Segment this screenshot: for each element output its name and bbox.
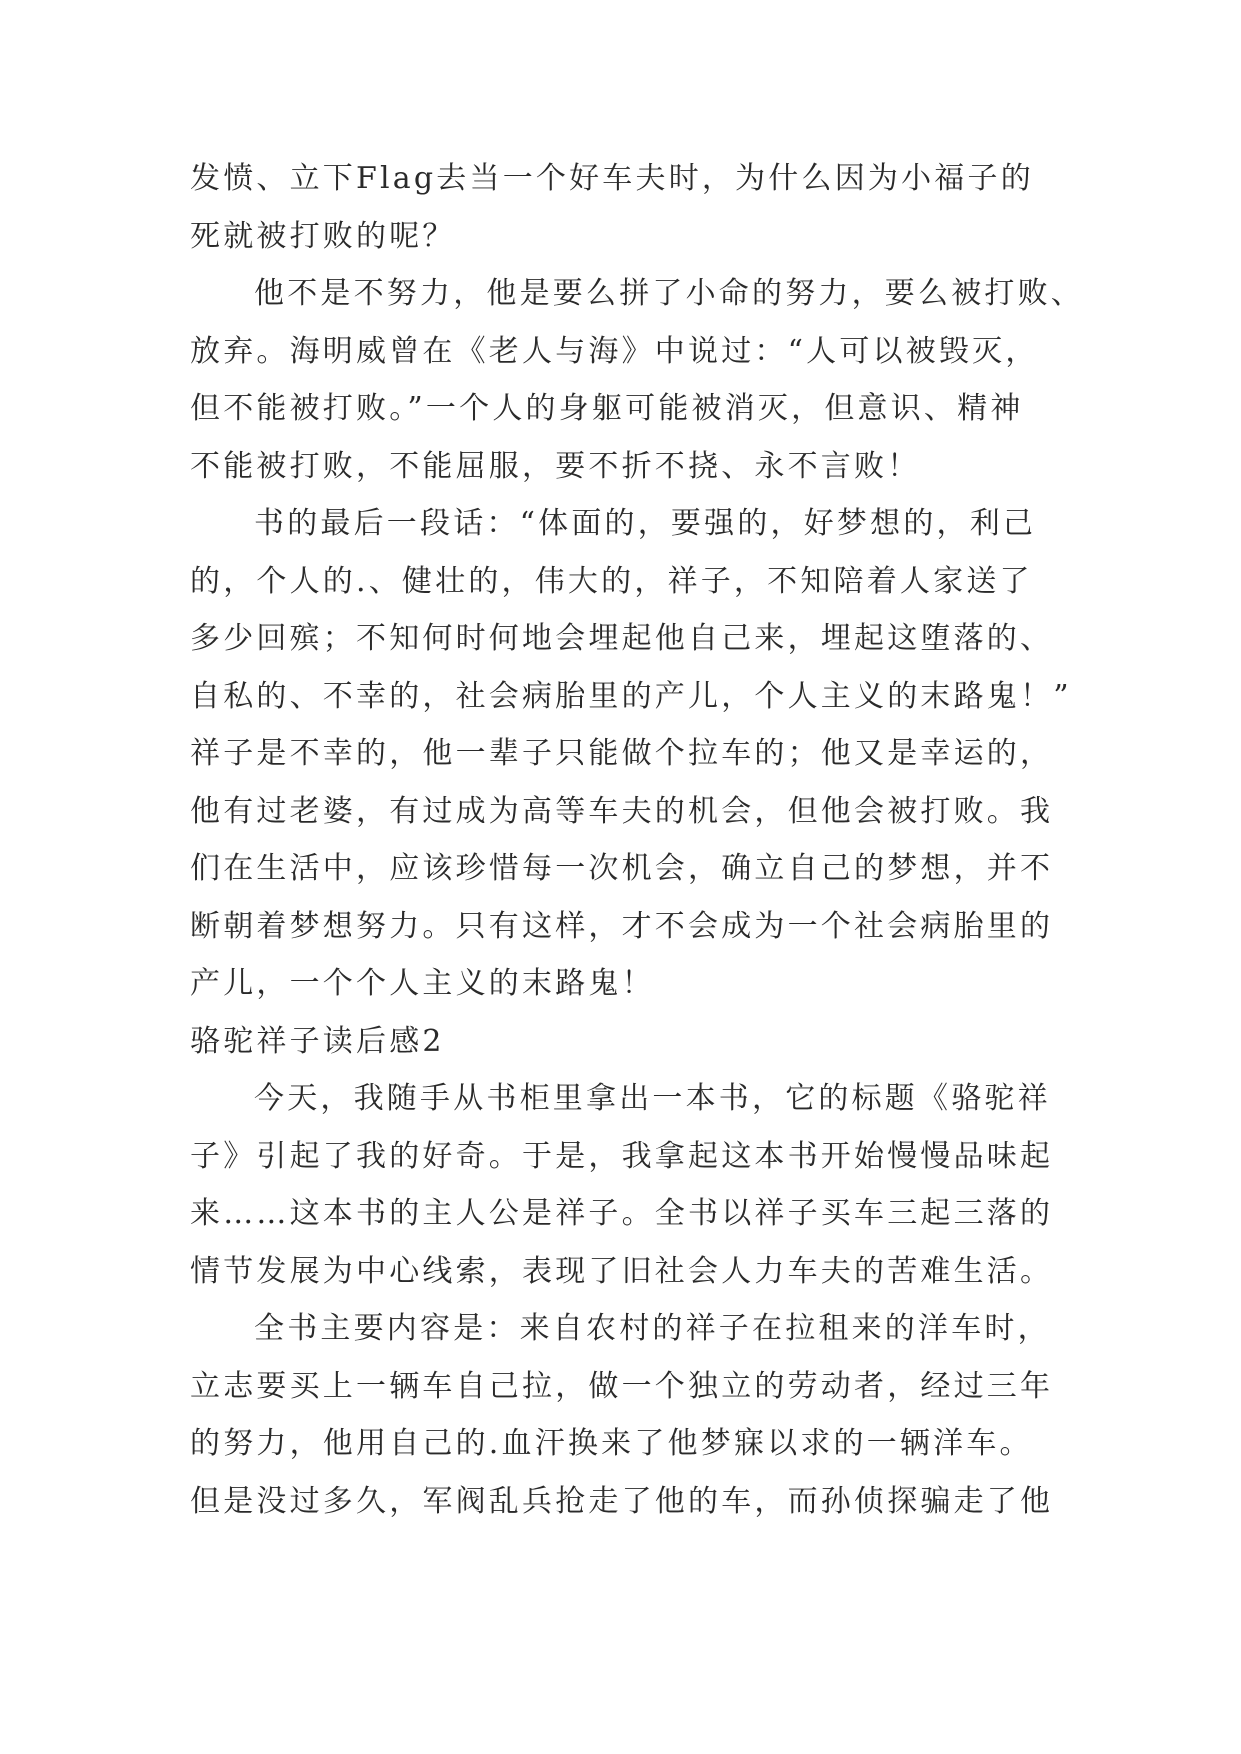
text-line: 他有过老婆，有过成为高等车夫的机会，但他会被打败。我 xyxy=(190,793,1054,829)
text-line: 们在生活中，应该珍惜每一次机会，确立自己的梦想，并不 xyxy=(190,851,1054,886)
text-line: 但是没过多久，军阀乱兵抢走了他的车，而孙侦探骗走了他 xyxy=(190,1483,1054,1519)
text-line: 全书主要内容是：来自农村的祥子在拉租来的洋车时， xyxy=(254,1311,1051,1346)
text-line: 的努力，他用自己的.血汗换来了他梦寐以求的一辆洋车。 xyxy=(190,1426,1033,1461)
text-line: 发愤、立下Flag去当一个好车夫时，为什么因为小福子的 xyxy=(190,161,1034,196)
text-line: 自私的、不幸的，社会病胎里的产儿，个人主义的末路鬼！” xyxy=(190,678,1072,714)
text-line: 多少回殡；不知何时何地会埋起他自己来，埋起这堕落的、 xyxy=(190,621,1054,656)
text-line: 来……这本书的主人公是祥子。全书以祥子买车三起三落的 xyxy=(190,1196,1054,1231)
text-line: 他不是不努力，他是要么拼了小命的努力，要么被打败、 xyxy=(254,276,1084,311)
text-line: 断朝着梦想努力。只有这样，才不会成为一个社会病胎里的 xyxy=(190,908,1054,944)
text-line: 立志要买上一辆车自己拉，做一个独立的劳动者，经过三年 xyxy=(190,1368,1054,1404)
text-line: 但不能被打败。”一个人的身躯可能被消灭，但意识、精神 xyxy=(190,391,1024,426)
text-line: 产儿，一个个人主义的末路鬼！ xyxy=(190,966,655,1001)
text-line: 祥子是不幸的，他一辈子只能做个拉车的；他又是幸运的， xyxy=(190,736,1054,771)
text-line: 情节发展为中心线索，表现了旧社会人力车夫的苦难生活。 xyxy=(190,1253,1054,1289)
text-line: 放弃。海明威曾在《老人与海》中说过：“人可以被毁灭， xyxy=(190,333,1039,369)
text-line: 死就被打败的呢？ xyxy=(190,218,456,254)
text-line: 子》引起了我的好奇。于是，我拿起这本书开始慢慢品味起 xyxy=(190,1138,1054,1174)
document-body xyxy=(190,150,1084,1530)
text-line: 的，个人的.、健壮的，伟大的，祥子，不知陪着人家送了 xyxy=(190,563,1033,599)
text-line: 书的最后一段话：“体面的，要强的，好梦想的，利己 xyxy=(254,506,1037,541)
section-heading: 骆驼祥子读后感2 xyxy=(190,1023,445,1059)
text-line: 不能被打败，不能屈服，要不折不挠、永不言败！ xyxy=(190,448,921,484)
text-line: 今天，我随手从书柜里拿出一本书，它的标题《骆驼祥 xyxy=(254,1081,1051,1116)
